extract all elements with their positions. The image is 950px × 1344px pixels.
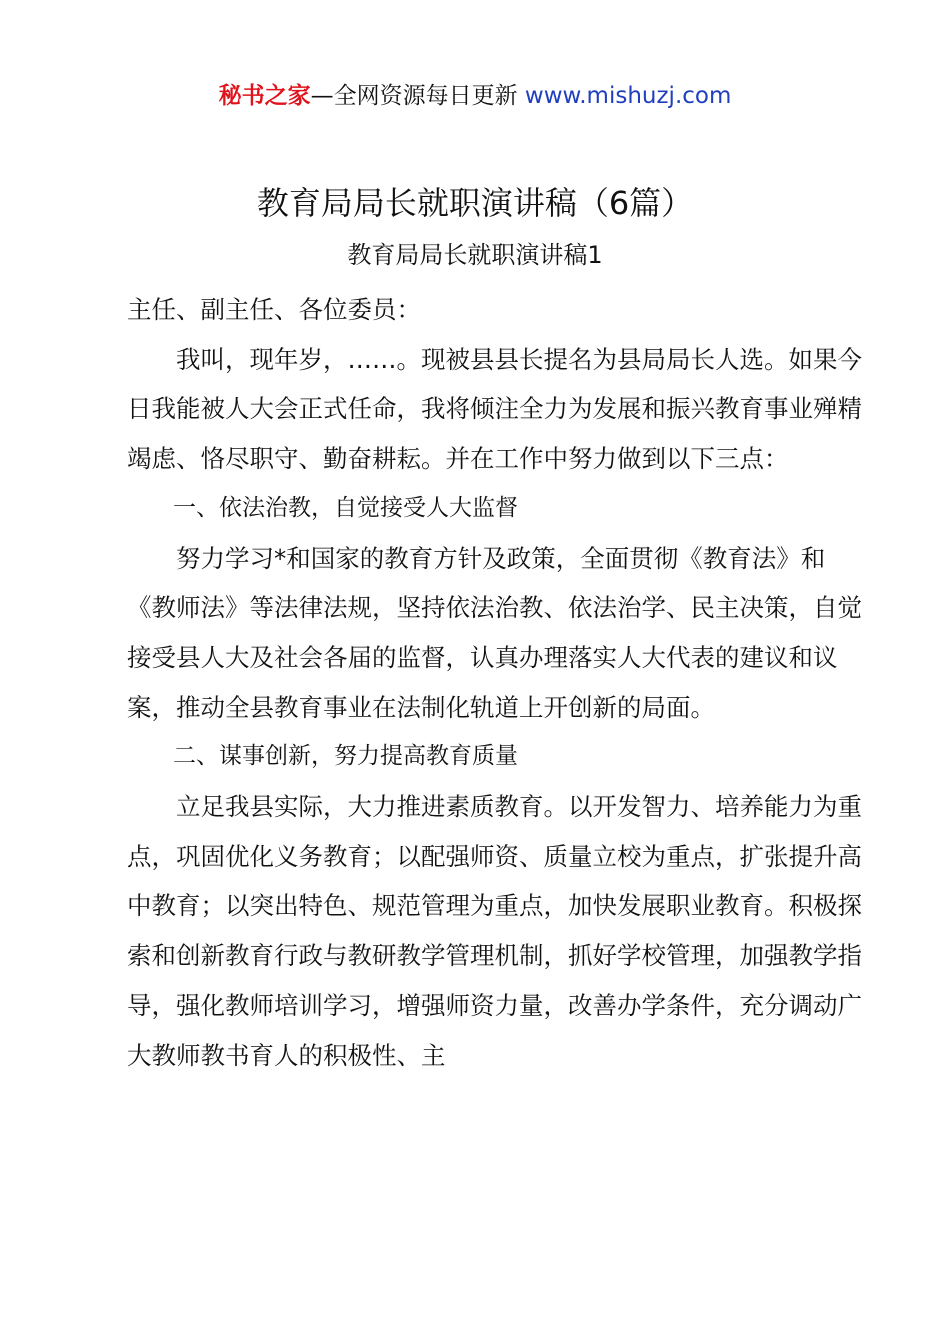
document-title: 教育局局长就职演讲稿（6篇） (256, 184, 694, 222)
site-tagline: —全网资源每日更新 (310, 83, 525, 109)
site-url-link[interactable]: www.mishuzj.com (524, 83, 732, 109)
paragraph-intro: 我叫，现年岁，……。现被县县长提名为县局局长人选。如果今日我能被人大会正式任命，我将倾注全力为发展和振兴教育事业殚精竭虑、恪尽职守、勤奋耕耘。并在工作中努力做到以下三点： (127, 344, 862, 474)
paragraph-section-2: 立足我县实际，大力推进素质教育。以开发智力、培养能力为重点，巩固优化义务教育；以配强师资、质量立校为重点，扩张提升高中教育；以突出特色、规范管理为重点，加快发展职业教育。积极探索和创新教育行政与教研教学管理机制，抓好学校管理，加强教学指导，强化教师培训学习，增强师资力量，改善办学条件，充分调动广大教师教书育人的积极性、主 (127, 792, 862, 1070)
document-subtitle: 教育局局长就职演讲稿1 (347, 241, 603, 269)
site-brand: 秘书之家 (218, 83, 311, 109)
section-heading-2: 二、谋事创新，努力提高教育质量 (173, 743, 518, 770)
site-header (0, 80, 950, 112)
paragraph-section-1: 努力学习*和国家的教育方针及政策，全面贯彻《教育法》和《教师法》等法律法规，坚持依法治教、依法治学、民主决策，自觉接受县人大及社会各届的监督，认真办理落实人大代表的建议和议案，推动全县教育事业在法制化轨道上开创新的局面。 (127, 543, 862, 722)
document-body (127, 285, 867, 1080)
salutation: 主任、副主任、各位委员： (127, 295, 421, 324)
section-heading-1: 一、依法治教，自觉接受人大监督 (173, 494, 518, 521)
